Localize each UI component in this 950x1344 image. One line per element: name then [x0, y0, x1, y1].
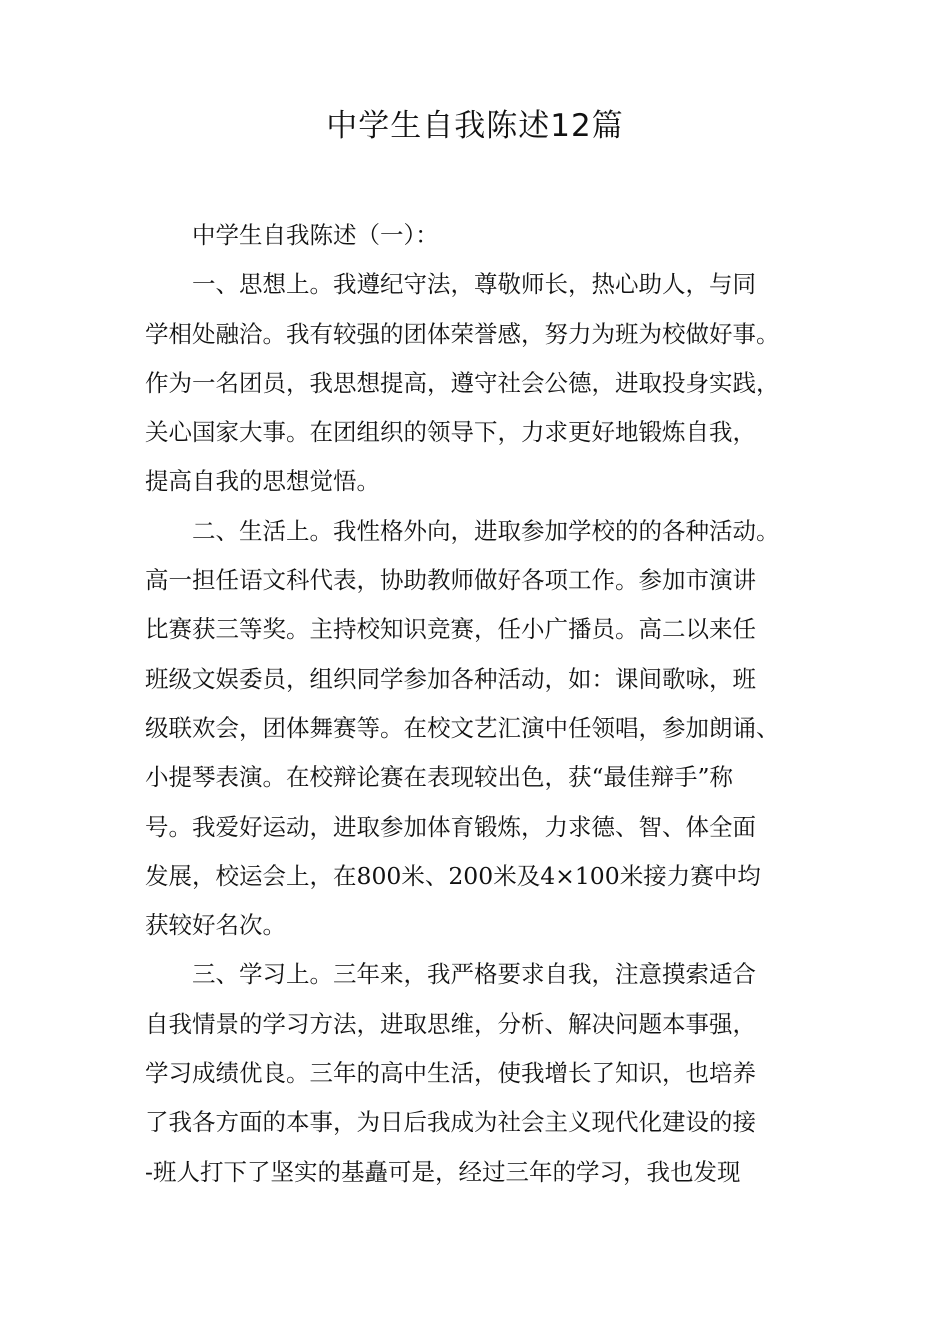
text-line: 提高自我的思想觉悟。 [145, 467, 380, 496]
text-line: 三、学习上。三年来，我严格要求自我，注意摸索适合 [192, 960, 756, 989]
text-line: 小提琴表演。在校辩论赛在表现较出色，获“最佳辩手”称 [145, 763, 734, 792]
text-line: 作为一名团员，我思想提高，遵守社会公德，进取投身实践， [145, 368, 780, 397]
text-line: 号。我爱好运动，进取参加体育锻炼，力求德、智、体全面 [145, 812, 756, 841]
document-title: 中学生自我陈述12篇 [326, 108, 624, 144]
text-line: 了我各方面的本事，为日后我成为社会主义现代化建设的接 [145, 1108, 756, 1137]
text-line: 发展，校运会上，在800米、200米及4×100米接力赛中均 [145, 861, 761, 890]
text-line: 级联欢会，团体舞赛等。在校文艺汇演中任领唱，参加朗诵、 [145, 713, 780, 742]
text-line: 自我情景的学习方法，进取思维，分析、解决问题本事强， [145, 1009, 756, 1038]
text-line: 比赛获三等奖。主持校知识竞赛，任小广播员。高二以来任 [145, 615, 756, 644]
text-line: 学习成绩优良。三年的高中生活，使我增长了知识，也培养 [145, 1059, 756, 1088]
text-line: 班级文娱委员，组织同学参加各种活动，如：课间歌咏，班 [145, 664, 756, 693]
text-line: 中学生自我陈述（一）： [192, 221, 439, 249]
text-line: 一、思想上。我遵纪守法，尊敬师长，热心助人，与同 [192, 270, 756, 299]
text-line: 高一担任语文科代表，协助教师做好各项工作。参加市演讲 [145, 566, 756, 595]
text-line: -班人打下了坚实的基矗可是，经过三年的学习，我也发现 [145, 1157, 741, 1186]
document-body [145, 211, 815, 1197]
text-line: 获较好名次。 [145, 911, 286, 940]
text-line: 关心国家大事。在团组织的领导下，力求更好地锻炼自我， [145, 418, 756, 447]
text-line: 二、生活上。我性格外向，进取参加学校的的各种活动。 [192, 516, 780, 545]
text-line: 学相处融洽。我有较强的团体荣誉感，努力为班为校做好事。 [145, 319, 780, 348]
